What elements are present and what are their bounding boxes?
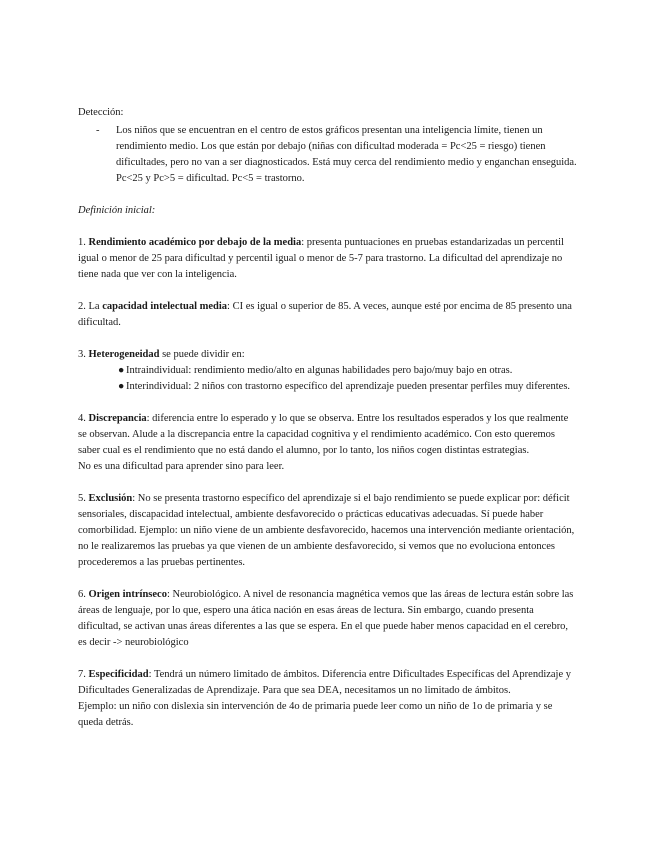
section-5-text: : No se presenta trastorno específico del aprendizaje si el bajo rendimiento se puede explicar por: déficit sensoriales, discapacidad intelectual, ambiente desfavorecido o prácticas educativas adecuadas. Sí puede haber comorbilidad. Ejemplo: un niño viene de un ambiente desfavorecido, hacemos una intervención mediante orientación, no le realizaremos las pruebas ya que vienen de un ambiente desfavorecido, si vemos que no evoluciona entonces procederemos a las pruebas pertinentes. [78, 493, 575, 568]
section-6-text: : Neurobiológico. A nivel de resonancia magnética vemos que las áreas de lectura están sobre las áreas de lenguaje, por lo que, espero una ática nación en esas áreas de lectura. Sin embargo, cuando presenta dificultad, se activan unas áreas diferentes a las que se espera. En el que puede haber menos capacidad en el cerebro, es decir -> neurobiológico [78, 589, 574, 648]
section-2-text: : CI es igual o superior de 85. A veces, aunque esté por encima de 85 presento una dificultad. [78, 301, 572, 328]
section-3-term: Heterogeneidad [88, 349, 160, 360]
section-4-number: 4. [78, 413, 86, 424]
deteccion-item: Los niños que se encuentran en el centro de estos gráficos presentan una inteligencia límite, tienen un rendimiento medio. Los que están por debajo (niñas con dificultad moderada = Pc<25 = riesgo) tienen dificultades, pero no van a ser diagnosticados. Está muy cerca del rendimiento medio y enganchan enseguida. Pc<25 y Pc>5 = dificultad. Pc<5 = trastorno. [116, 125, 577, 184]
section-7-number: 7. [78, 669, 86, 680]
heterogeneidad-list [78, 363, 578, 395]
deteccion-heading: Detección: [78, 107, 124, 118]
section-2 [78, 299, 578, 331]
deteccion-list [78, 123, 578, 187]
section-3-text: se puede dividir en: [159, 349, 245, 360]
bullet-icon: ● [118, 365, 125, 376]
section-7-term: Especificidad [88, 669, 149, 680]
section-1-text: : presenta puntuaciones en pruebas estandarizadas un percentil igual o menor de 25 para dificultad y percentil igual o menor de 5-7 para trastorno. La dificultad del aprendizaje no tiene nada que ver con la inteligencia. [78, 237, 564, 280]
section-2-prefix: 2. La [78, 301, 103, 312]
section-1-term: Rendimiento académico por debajo de la media [88, 237, 302, 248]
section-6-number: 6. [78, 589, 86, 600]
section-5-term: Exclusión [88, 493, 133, 504]
definicion-heading: Definición inicial: [78, 205, 156, 216]
section-5-number: 5. [78, 493, 86, 504]
document-page [78, 105, 578, 731]
section-7 [78, 667, 578, 699]
list-item [118, 363, 578, 379]
list-item [118, 379, 578, 395]
section-4-term: Discrepancia [88, 413, 147, 424]
section-1-number: 1. [78, 237, 86, 248]
section-3 [78, 347, 578, 363]
section-6-term: Origen intrínseco [88, 589, 167, 600]
section-1 [78, 235, 578, 283]
list-item-text: Interindividual: 2 niños con trastorno específico del aprendizaje pueden presentar perfiles muy diferentes. [126, 381, 571, 392]
list-item-text: Intraindividual: rendimiento medio/alto en algunas habilidades pero bajo/muy bajo en otras. [126, 365, 513, 376]
section-4 [78, 411, 578, 459]
section-4-extra: No es una dificultad para aprender sino para leer. [78, 461, 285, 472]
dash-marker: - [96, 125, 100, 136]
section-7-text: : Tendrá un número limitado de ámbitos. Diferencia entre Dificultades Específicas del Aprendizaje y Dificultades Generalizadas de Aprendizaje. Para que sea DEA, necesitamos un no limitado de ámbitos. [78, 669, 572, 696]
section-3-number: 3. [78, 349, 86, 360]
section-7-extra: Ejemplo: un niño con dislexia sin intervención de 4o de primaria puede leer como un niño de 1o de primaria y se queda detrás. [78, 701, 553, 728]
section-5 [78, 491, 578, 571]
section-6 [78, 587, 578, 651]
bullet-icon: ● [118, 381, 125, 392]
section-2-term: capacidad intelectual media [102, 301, 228, 312]
section-4-text: : diferencia entre lo esperado y lo que se observa. Entre los resultados esperados y los que realmente se observan. Alude a la discrepancia entre la capacidad cognitiva y el rendimiento académico. Con esto queremos saber cual es el rendimiento que no está dando el alumno, por lo tanto, los niños cogen distintas estrategias. [78, 413, 569, 456]
